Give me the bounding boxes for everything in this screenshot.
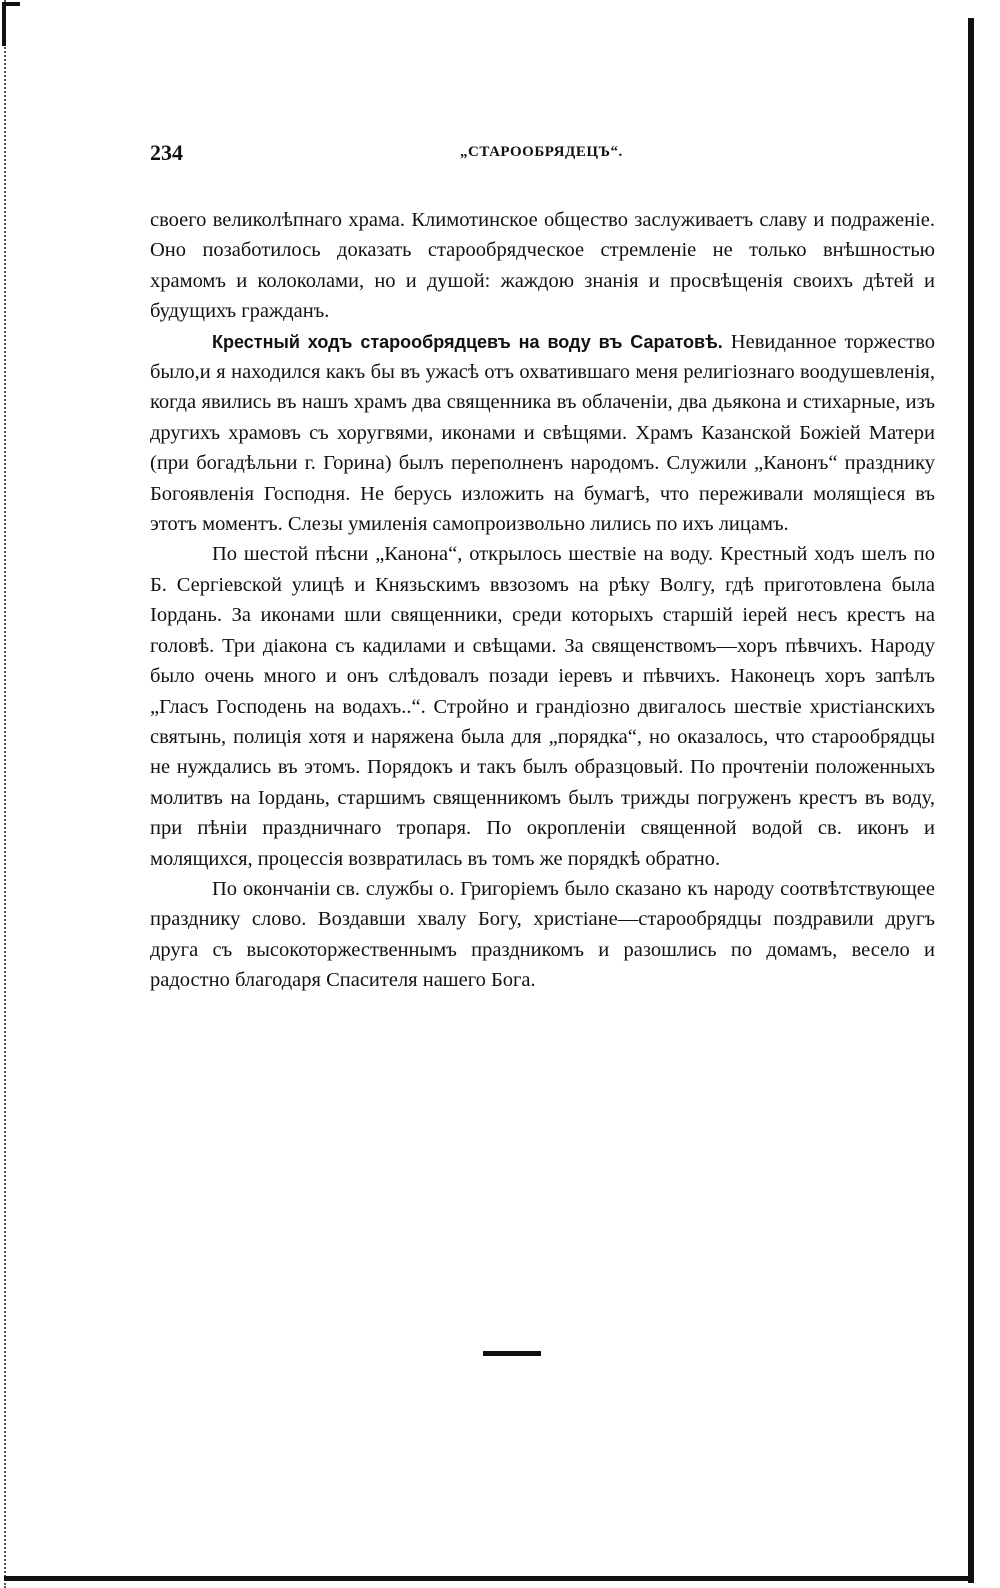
paragraph-3: По шестой пѣсни „Канона“, открылось шествіе на воду. Крестный ходъ шелъ по Б. Сергіевской улицѣ и Князьскимъ ввзозомъ на рѣку Волгу, гдѣ приготовлена была Іордань. За иконами шли священники, среди которыхъ старшій іерей несъ крестъ на головѣ. Три діакона съ кадилами и свѣщами. За священствомъ—хоръ пѣвчихъ. Народу было очень много и онъ слѣдовалъ позади іеревъ и пѣвчихъ. Наконецъ хоръ запѣлъ „Гласъ Господень на водахъ..“. Стройно и грандіозно двигалось шествіе христіанскихъ святынь, полиція хотя и наряжена была для „порядка“, но оказалось, что старообрядцы не нуждались въ этомъ. Порядокъ и такъ былъ образцовый. По прочтеніи положенныхъ молитвъ на Іордань, старшимъ священникомъ былъ трижды погруженъ крестъ въ воду, при пѣніи праздничнаго тропаря. По окропленіи священной водой св. иконъ и молящихся, процессія возвратилась въ томъ же порядкѣ обратно.	[150, 543, 935, 870]
running-title: „СТАРООБРЯДЕЦЪ“.	[460, 144, 623, 160]
scan-corner-mark	[2, 2, 20, 46]
paragraph-2	[150, 327, 935, 540]
scan-right-edge	[968, 18, 974, 1583]
page-header	[150, 140, 940, 170]
page-number: 234	[150, 140, 183, 165]
scan-left-edge	[4, 0, 9, 1588]
paragraph-4: По окончаніи св. службы о. Григоріемъ было сказано къ народу соотвѣтствующее празднику слово. Воздавши хвалу Богу, христіане—старообрядцы поздравили другъ друга съ высокоторжественнымъ праздникомъ и разошлись по домамъ, весело и радостно благодаря Спасителя нашего Бога.	[150, 877, 935, 992]
paragraph-1: своего великолѣпнаго храма. Климотинское общество заслуживаетъ славу и подраженіе. Оно позаботилось доказать старообрядческое стремленіе не только внѣшностью храмомъ и колоколами, но и душой: жаждою знанія и просвѣщенія своихъ дѣтей и будущихъ гражданъ.	[150, 209, 935, 323]
page-body	[150, 205, 935, 996]
section-heading: Крестный ходъ старообрядцевъ на воду въ Саратовѣ.	[212, 331, 723, 352]
scan-bottom-edge	[4, 1576, 974, 1581]
end-rule	[483, 1351, 541, 1356]
paragraph-2-text: Невиданное торжество было,и я находился какъ бы въ ужасѣ отъ охватившаго меня религіознаго воодушевленія, когда явились въ нашъ храмъ два священника въ облаченіи, два дьякона и стихарные, изъ другихъ храмовъ съ хоругвями, иконами и свѣщями. Храмъ Казанской Божіей Матери (при богадѣльни г. Горина) былъ переполненъ народомъ. Служили „Канонъ“ празднику Богоявленія Господня. Не берусь изложить на бумагѣ, что переживали молящіеся въ этотъ моментъ. Слезы умиленія самопроизвольно лились по ихъ лицамъ.	[150, 330, 935, 536]
